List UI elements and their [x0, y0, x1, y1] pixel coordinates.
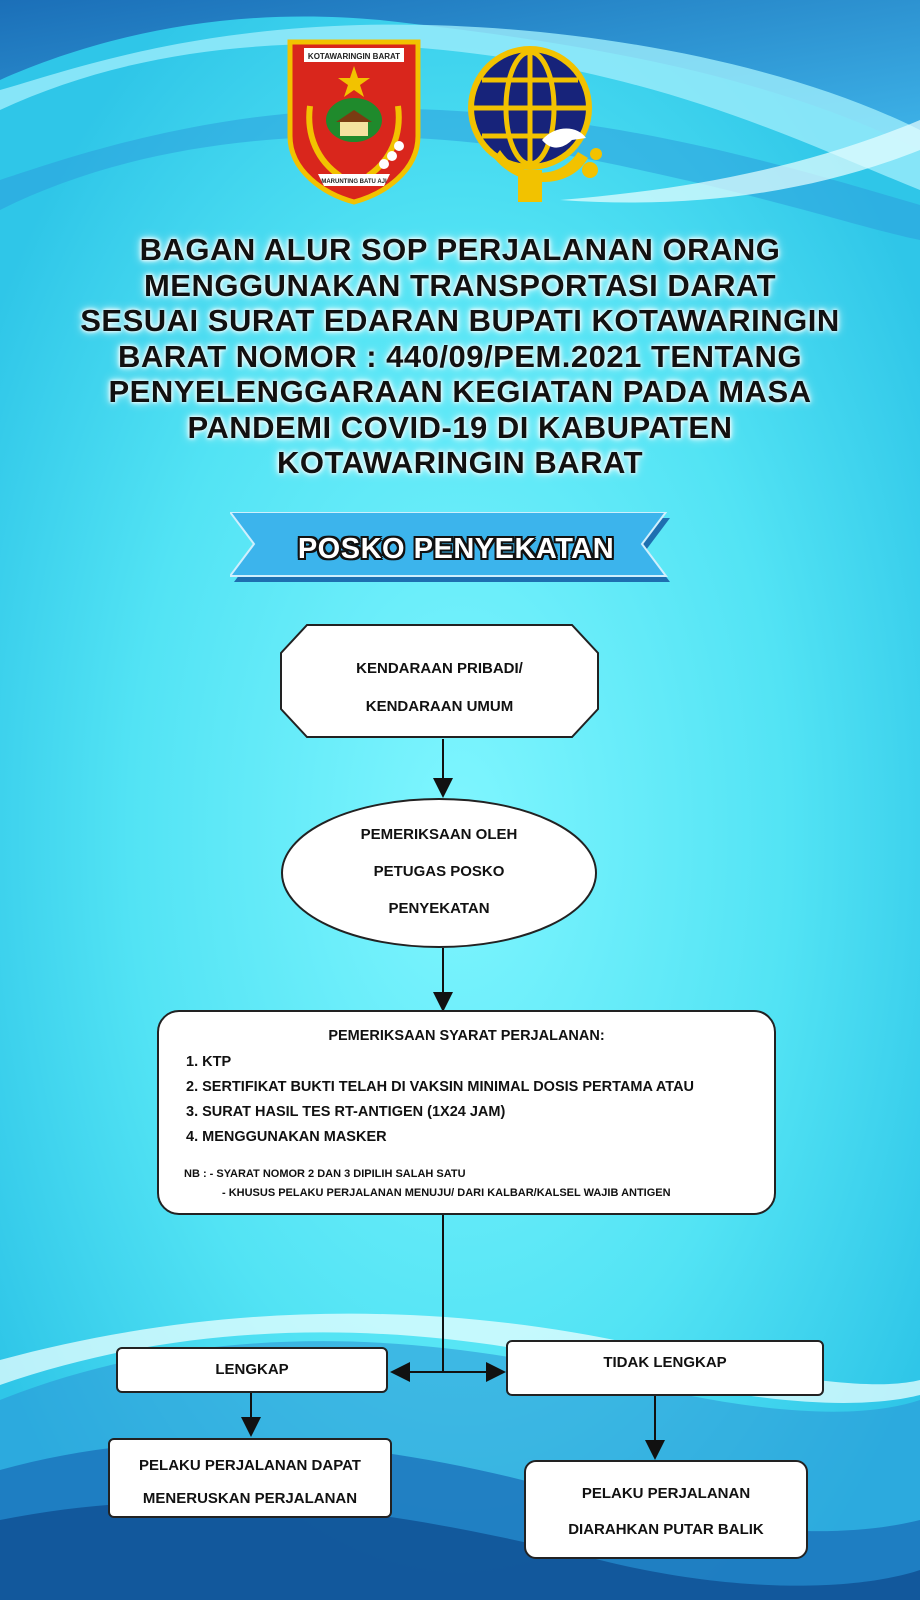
requirement-note: - KHUSUS PELAKU PERJALANAN MENUJU/ DARI KALBAR/KALSEL WAJIB ANTIGEN	[222, 1187, 671, 1199]
start-node-line: KENDARAAN PRIBADI/	[356, 660, 523, 677]
continue-result-line: PELAKU PERJALANAN DAPAT	[139, 1457, 361, 1474]
title-line: SESUAI SURAT EDARAN BUPATI KOTAWARINGIN	[80, 303, 840, 338]
check-node	[280, 816, 598, 927]
banner-label: POSKO PENYEKATAN	[297, 533, 615, 565]
start-node	[279, 650, 600, 726]
check-node-line: PEMERIKSAAN OLEH	[360, 826, 518, 843]
title-line: BARAT NOMOR : 440/09/PEM.2021 TENTANG	[118, 338, 802, 374]
return-result-node	[524, 1460, 808, 1559]
svg-text:KOTAWARINGIN BARAT: KOTAWARINGIN BARAT	[307, 52, 401, 61]
requirement-item: 4. MENGGUNAKAN MASKER	[186, 1129, 387, 1145]
start-node-line: KENDARAAN UMUM	[365, 698, 514, 715]
requirements-list	[186, 1050, 694, 1150]
requirement-item: 3. SURAT HASIL TES RT-ANTIGEN (1X24 JAM)	[186, 1104, 506, 1120]
svg-text:MARUNTING BATU AJI: MARUNTING BATU AJI	[321, 179, 387, 185]
requirement-note: NB : - SYARAT NOMOR 2 DAN 3 DIPILIH SALAH SATU	[184, 1168, 466, 1180]
return-result-line: DIARAHKAN PUTAR BALIK	[568, 1521, 764, 1538]
continue-result-node	[108, 1438, 392, 1518]
title-line: PENYELENGGARAAN KEGIATAN PADA MASA	[108, 374, 812, 409]
title-line: MENGGUNAKAN TRANSPORTASI DARAT	[143, 267, 777, 303]
requirements-heading: PEMERIKSAAN SYARAT PERJALANAN:	[328, 1028, 605, 1044]
return-result-line: PELAKU PERJALANAN	[581, 1485, 751, 1502]
title-line: KOTAWARINGIN BARAT	[276, 445, 644, 480]
incomplete-node: TIDAK LENGKAP	[506, 1340, 824, 1396]
requirement-item: 2. SERTIFIKAT BUKTI TELAH DI VAKSIN MINIMAL DOSIS PERTAMA ATAU	[186, 1079, 695, 1095]
title-line: BAGAN ALUR SOP PERJALANAN ORANG	[139, 232, 781, 267]
complete-node: LENGKAP	[116, 1347, 388, 1393]
requirement-item: 1. KTP	[186, 1054, 232, 1070]
check-node-line: PENYEKATAN	[388, 900, 490, 917]
check-node-line: PETUGAS POSKO	[373, 863, 505, 880]
continue-result-line: MENERUSKAN PERJALANAN	[142, 1490, 358, 1507]
title-line: PANDEMI COVID-19 DI KABUPATEN	[187, 409, 733, 445]
